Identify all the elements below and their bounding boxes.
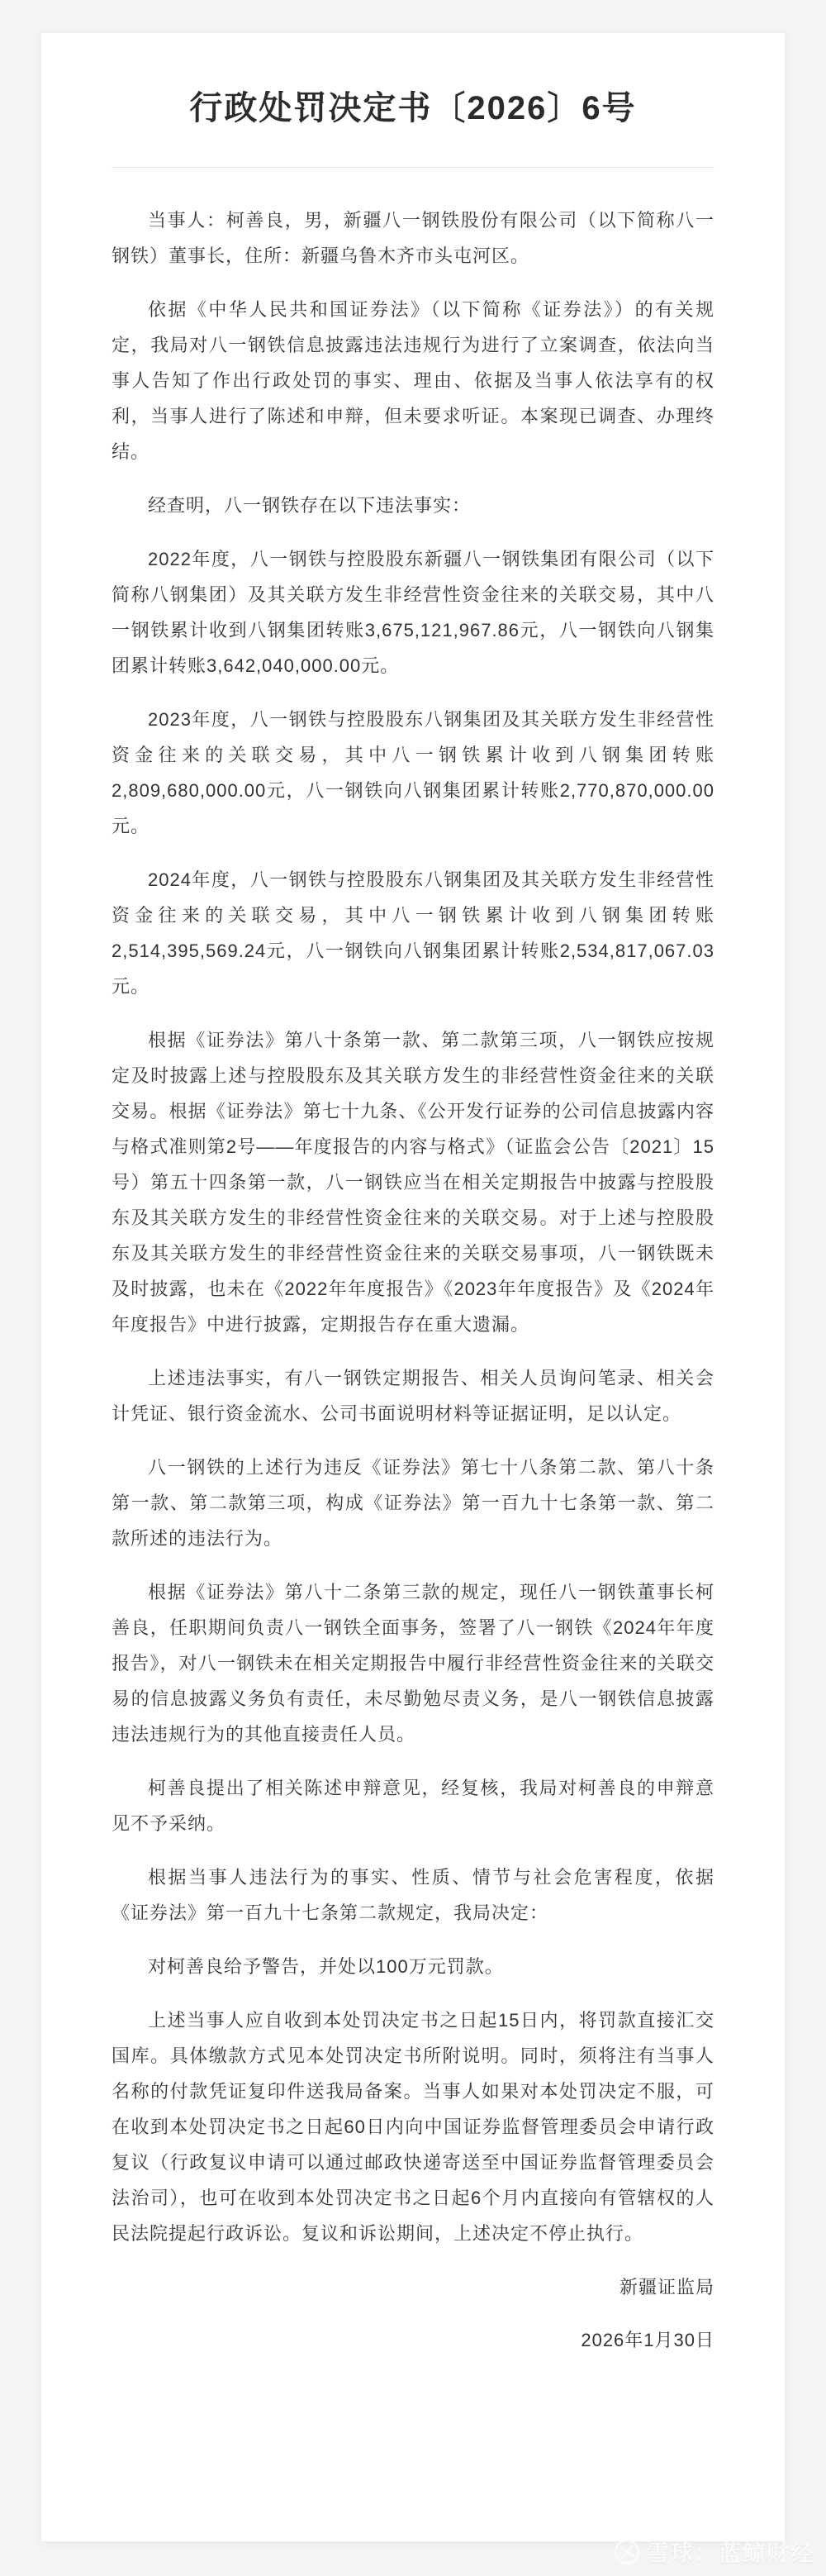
document-paragraph: 根据当事人违法行为的事实、性质、情节与社会危害程度，依据《证券法》第一百九十七条第二款规定，我局决定：: [112, 1867, 714, 1923]
xueqiu-logo-icon: [614, 2539, 640, 2565]
document-paragraph: 2024年度，八一钢铁与控股股东八钢集团及其关联方发生非经营性资金往来的关联交易，其中八一钢铁累计收到八钢集团转账2,514,395,569.24元，八一钢铁向八钢集团累计转账2,534,817,067.03元。: [112, 869, 714, 997]
document-paragraph: 2022年度，八一钢铁与控股股东新疆八一钢铁集团有限公司（以下简称八钢集团）及其关联方发生非经营性资金往来的关联交易，其中八一钢铁累计收到八钢集团转账3,675,121,967.86元，八一钢铁向八钢集团累计转账3,642,040,000.00元。: [112, 549, 714, 676]
document-paragraph: 经查明，八一钢铁存在以下违法事实：: [148, 495, 472, 516]
document-title: 行政处罚决定书〔2026〕6号: [189, 90, 637, 126]
signature-authority: 新疆证监局: [619, 2277, 714, 2297]
signature-date: 2026年1月30日: [581, 2330, 714, 2350]
document-paragraph: 柯善良提出了相关陈述申辩意见，经复核，我局对柯善良的申辩意见不予采纳。: [112, 1778, 714, 1834]
document-body: [112, 168, 714, 2251]
document-paragraph: 2023年度，八一钢铁与控股股东八钢集团及其关联方发生非经营性资金往来的关联交易，其中八一钢铁累计收到八钢集团转账2,809,680,000.00元，八一钢铁向八钢集团累计转账2,770,870,000.00元。: [112, 709, 714, 836]
document-paragraph: 当事人：柯善良，男，新疆八一钢铁股份有限公司（以下简称八一钢铁）董事长，住所：新疆乌鲁木齐市头屯河区。: [112, 210, 714, 266]
watermark: [614, 2536, 814, 2568]
document-paragraph: 上述违法事实，有八一钢铁定期报告、相关人员询问笔录、相关会计凭证、银行资金流水、公司书面说明材料等证据证明，足以认定。: [112, 1368, 714, 1424]
document-paragraph: 根据《证券法》第八十二条第三款的规定，现任八一钢铁董事长柯善良，任职期间负责八一钢铁全面事务，签署了八一钢铁《2024年年度报告》，对八一钢铁未在相关定期报告中履行非经营性资金往来的关联交易的信息披露义务负有责任，未尽勤勉尽责义务，是八一钢铁信息披露违法违规行为的其他直接责任人员。: [112, 1582, 714, 1745]
document-paragraph: 对柯善良给予警告，并处以100万元罚款。: [148, 1956, 504, 1977]
signature-block: [112, 2269, 714, 2358]
document-paragraph: 依据《中华人民共和国证券法》（以下简称《证券法》）的有关规定，我局对八一钢铁信息披露违法违规行为进行了立案调查，依法向当事人告知了作出行政处罚的事实、理由、依据及当事人依法享有的权利，当事人进行了陈述和申辩，但未要求听证。本案现已调查、办理终结。: [112, 299, 714, 462]
document-paragraph: 八一钢铁的上述行为违反《证券法》第七十八条第二款、第八十条第一款、第二款第三项，构成《证券法》第一百九十七条第一款、第二款所述的违法行为。: [112, 1457, 714, 1549]
watermark-text: 雪球：蓝鲸财经: [647, 2541, 814, 2566]
document-card: [41, 33, 785, 2541]
document-paragraph: 根据《证券法》第八十条第一款、第二款第三项，八一钢铁应按规定及时披露上述与控股股东及其关联方发生的非经营性资金往来的关联交易。根据《证券法》第七十九条、《公开发行证券的公司信息披露内容与格式准则第2号——年度报告的内容与格式》（证监会公告〔2021〕15号）第五十四条第一款，八一钢铁应当在相关定期报告中披露与控股股东及其关联方发生的非经营性资金往来的关联交易。对于上述与控股股东及其关联方发生的非经营性资金往来的关联交易事项，八一钢铁既未及时披露，也未在《2022年年度报告》《2023年年度报告》及《2024年年度报告》中进行披露，定期报告存在重大遗漏。: [112, 1030, 714, 1335]
document-paragraph: 上述当事人应自收到本处罚决定书之日起15日内，将罚款直接汇交国库。具体缴款方式见本处罚决定书所附说明。同时，须将注有当事人名称的付款凭证复印件送我局备案。当事人如果对本处罚决定不服，可在收到本处罚决定书之日起60日内向中国证券监督管理委员会申请行政复议（行政复议申请可以通过邮政快递寄送至中国证券监督管理委员会法治司），也可在收到本处罚决定书之日起6个月内直接向有管辖权的人民法院提起行政诉讼。复议和诉讼期间，上述决定不停止执行。: [112, 2010, 714, 2244]
